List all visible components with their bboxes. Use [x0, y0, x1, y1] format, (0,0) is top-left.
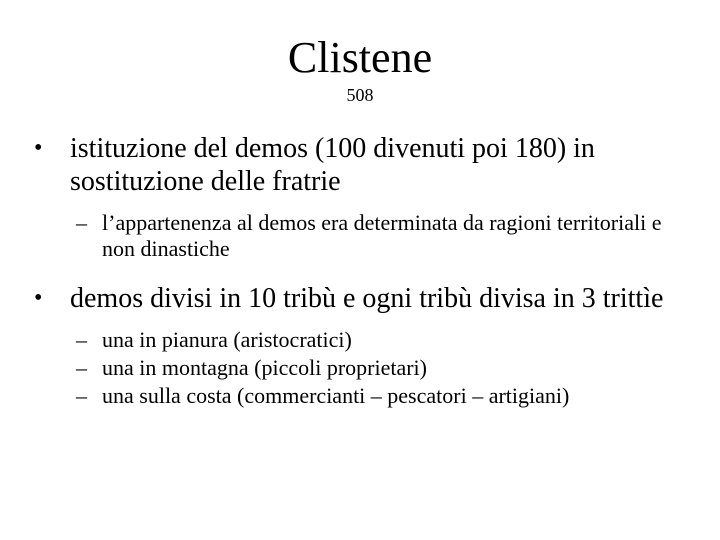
dash-marker: –	[76, 210, 87, 235]
bullet-text: demos divisi in 10 tribù e ogni tribù divisa in 3 trittìe	[70, 283, 664, 314]
sub-bullet-item	[34, 355, 694, 381]
dash-marker: –	[76, 355, 87, 380]
dash-marker: –	[76, 383, 87, 408]
bullet-marker: •	[34, 135, 43, 161]
sub-bullet-item	[34, 383, 694, 409]
sub-bullet-text: una in montagna (piccoli proprietari)	[102, 355, 427, 380]
dash-marker: –	[76, 327, 87, 352]
sub-bullet-text: una in pianura (aristocratici)	[102, 327, 352, 352]
bullet-text: istituzione del demos (100 divenuti poi 180) in sostituzione delle fratrie	[70, 133, 595, 197]
slide-title: Clistene	[287, 33, 433, 82]
sub-bullet-item	[34, 327, 694, 353]
sub-bullet-item	[34, 210, 694, 262]
bullet-marker: •	[34, 285, 43, 311]
bullet-item	[34, 132, 694, 198]
bullet-item	[34, 282, 694, 315]
sub-bullet-text: una sulla costa (commercianti – pescatori – artigiani)	[102, 383, 570, 408]
sub-bullet-text: l’appartenenza al demos era determinata da ragioni territoriali e non dinastiche	[102, 210, 662, 261]
slide-content	[34, 132, 694, 411]
slide-subtitle: 508	[346, 85, 374, 105]
